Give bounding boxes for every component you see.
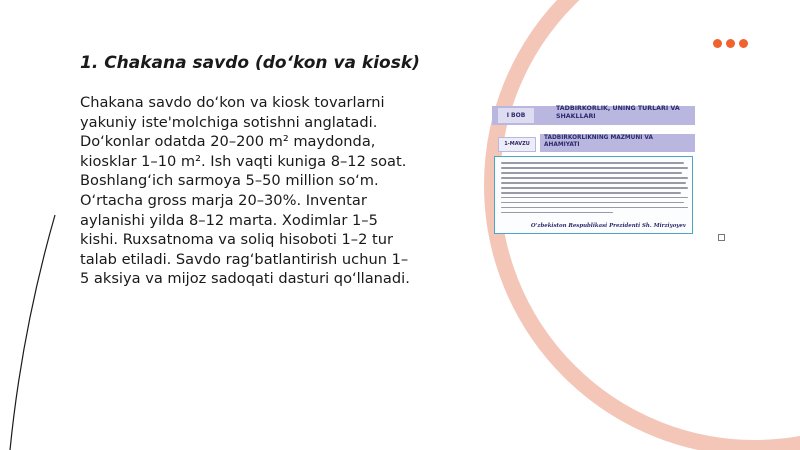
body-line: yakuniy iste'molchiga sotishni anglatadi. <box>80 113 378 131</box>
dots-icon <box>713 39 748 48</box>
body-line: O‘rtacha gross marja 20–30%. Inventar <box>80 191 367 209</box>
dot-1 <box>713 39 722 48</box>
topic-badge: 1-MAVZU <box>498 137 536 152</box>
slide-title: 1. Chakana savdo (do‘kon va kiosk) <box>80 53 420 73</box>
arc-left-line <box>10 215 55 450</box>
image-marker-icon <box>718 234 725 241</box>
slide-body <box>80 93 420 289</box>
body-line: kiosklar 1–10 m². Ish vaqti kuniga 8–12 soat. <box>80 152 407 170</box>
body-line: Chakana savdo do‘kon va kiosk tovarlarni <box>80 94 385 111</box>
body-line: kishi. Ruxsatnoma va soliq hisoboti 1–2 tur <box>80 231 393 249</box>
dot-3 <box>739 39 748 48</box>
dot-2 <box>726 39 735 48</box>
body-line: 5 aksiya va mijoz sadoqati dasturi qo‘llanadi. <box>80 270 410 288</box>
chapter-title: TADBIRKORLIK, UNING TURLARI VA SHAKLLARI <box>556 105 680 120</box>
body-line: Boshlang‘ich sarmoya 5–50 million so‘m. <box>80 172 379 190</box>
body-line: talab etiladi. Savdo rag‘batlantirish uchun 1– <box>80 250 409 268</box>
unit-badge: I BOB <box>498 108 534 123</box>
quote-text-lines <box>501 162 688 217</box>
topic-title: TADBIRKORLIKNING MAZMUNI VA AHAMIYATI <box>544 135 653 148</box>
body-line: aylanishi yilda 8–12 marta. Xodimlar 1–5 <box>80 211 378 229</box>
textbook-page-image <box>492 100 695 234</box>
quote-author: O‘zbekiston Respublikasi Prezidenti Sh. Mirziyoyev <box>530 223 686 229</box>
quote-box <box>494 156 693 234</box>
body-line: Do‘konlar odatda 20–200 m² maydonda, <box>80 133 376 151</box>
